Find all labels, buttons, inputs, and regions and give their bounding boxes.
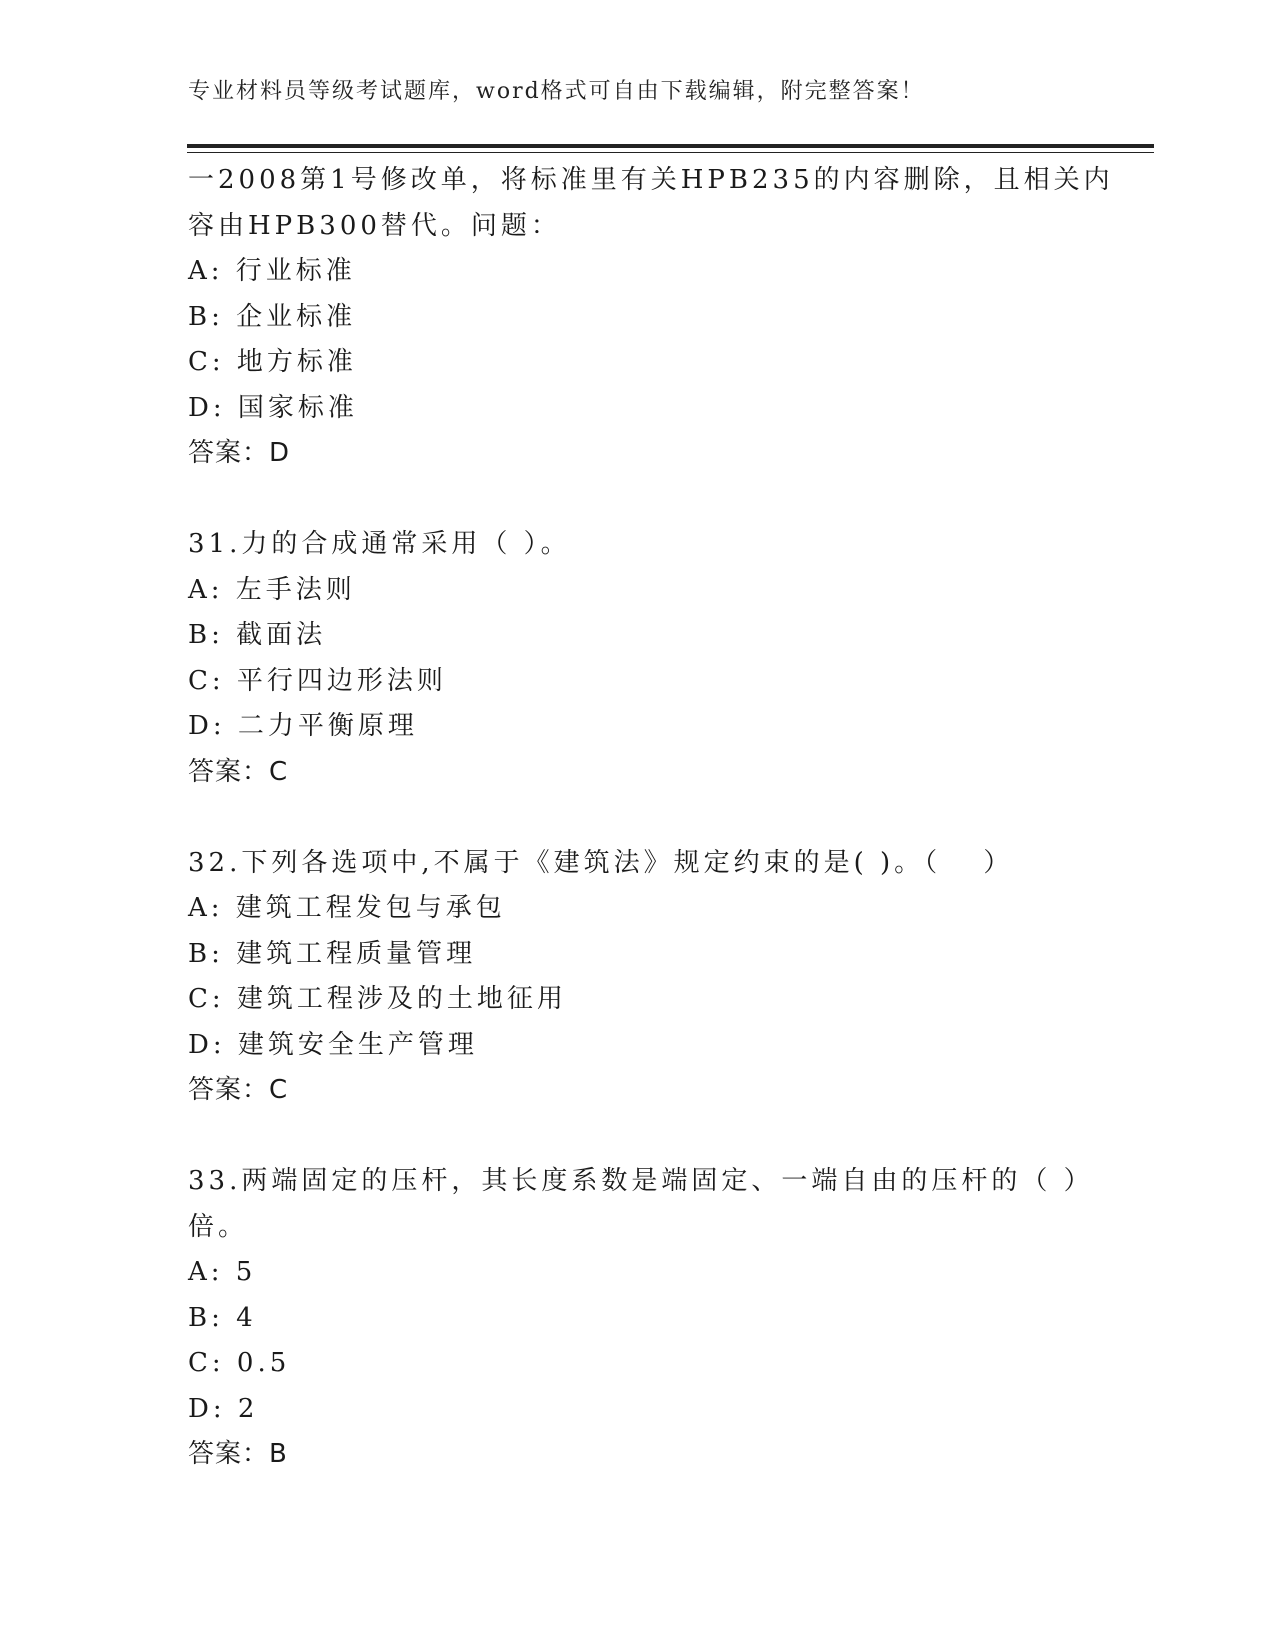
option-d: D: 2 bbox=[188, 1393, 259, 1424]
question-block bbox=[188, 1159, 1094, 1478]
option-b: B: 截面法 bbox=[188, 620, 327, 650]
spacer bbox=[188, 795, 1088, 841]
option-d: D: 建筑安全生产管理 bbox=[188, 1029, 478, 1060]
question-stem: 32.下列各选项中,不属于《建筑法》规定约束的是( )。（ ） bbox=[188, 847, 1014, 878]
option-c: C: 地方标准 bbox=[188, 347, 357, 377]
answer: 答案：C bbox=[188, 756, 289, 787]
option-c: C: 平行四边形法则 bbox=[188, 665, 447, 696]
option-c: C: 建筑工程涉及的土地征用 bbox=[188, 984, 567, 1014]
question-stem: 一2008第1号修改单，将标准里有关HPB235的内容删除，且相关内 bbox=[188, 165, 1114, 195]
header-rule-thin bbox=[187, 152, 1154, 153]
spacer bbox=[188, 1114, 1088, 1160]
question-stem: 倍。 bbox=[188, 1211, 249, 1242]
option-a: A: 建筑工程发包与承包 bbox=[188, 893, 506, 923]
question-stem: 33.两端固定的压杆，其长度系数是端固定、一端自由的压杆的（ ） bbox=[188, 1166, 1094, 1196]
option-b: B: 4 bbox=[188, 1302, 257, 1333]
header-rule-thick bbox=[187, 144, 1154, 148]
option-b: B: 建筑工程质量管理 bbox=[188, 938, 477, 969]
answer: 答案：B bbox=[188, 1439, 288, 1469]
question-block bbox=[188, 841, 1088, 1114]
page-header: 专业材料员等级考试题库，word格式可自由下载编辑，附完整答案！ bbox=[188, 79, 925, 104]
spacer bbox=[188, 477, 1088, 523]
option-a: A: 5 bbox=[188, 1257, 257, 1287]
question-block bbox=[188, 158, 1114, 477]
option-b: B: 企业标准 bbox=[188, 301, 357, 332]
option-a: A: 行业标准 bbox=[188, 256, 356, 286]
question-block bbox=[188, 522, 1088, 795]
answer: 答案：C bbox=[188, 1075, 289, 1105]
option-a: A: 左手法则 bbox=[188, 574, 356, 605]
question-stem: 容由HPB300替代。问题： bbox=[188, 210, 561, 241]
question-stem: 31.力的合成通常采用（ ）。 bbox=[188, 529, 571, 559]
answer: 答案：D bbox=[188, 438, 291, 468]
option-d: D: 二力平衡原理 bbox=[188, 711, 418, 741]
option-c: C: 0.5 bbox=[188, 1348, 291, 1378]
question-list bbox=[188, 158, 1114, 1478]
option-d: D: 国家标准 bbox=[188, 392, 358, 423]
